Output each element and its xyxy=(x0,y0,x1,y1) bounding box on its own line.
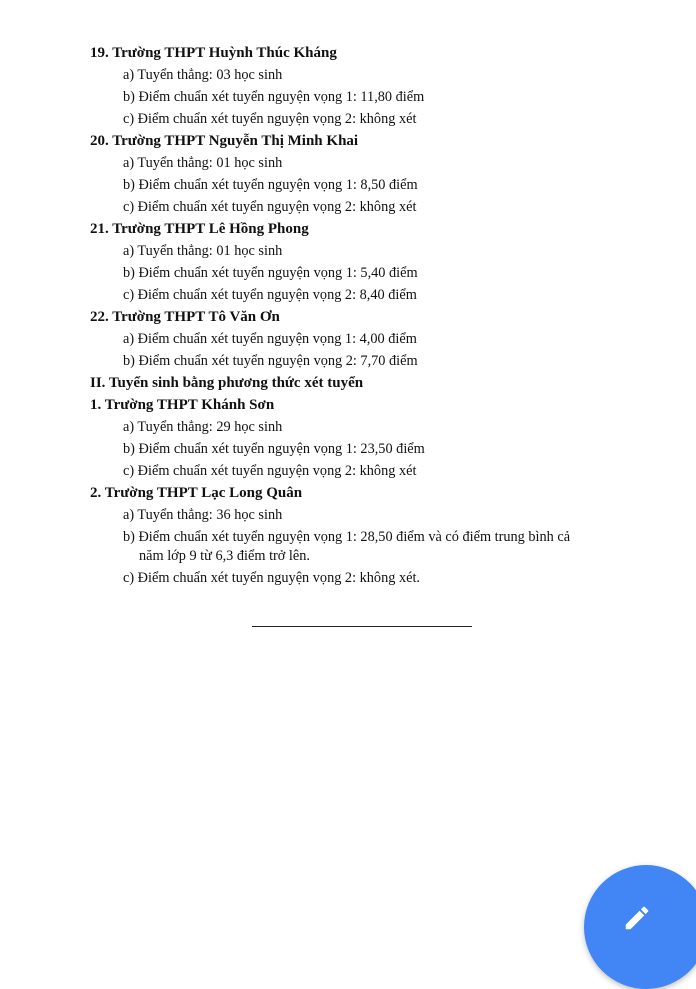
list-item-line: năm lớp 9 từ 6,3 điểm trở lên. xyxy=(139,548,310,564)
list-item-line: b) Điểm chuẩn xét tuyển nguyện vọng 1: 28,50 điểm và có điểm trung bình cả xyxy=(123,529,571,545)
list-item: c) Điểm chuẩn xét tuyển nguyện vọng 2: 8,40 điểm xyxy=(123,287,417,303)
school-heading: 19. Trường THPT Huỳnh Thúc Kháng xyxy=(90,45,337,61)
list-item: a) Tuyển thẳng: 01 học sinh xyxy=(123,155,283,171)
list-item: b) Điểm chuẩn xét tuyển nguyện vọng 2: 7,70 điểm xyxy=(123,353,418,369)
document-body xyxy=(0,42,696,589)
list-item: b) Điểm chuẩn xét tuyển nguyện vọng 1: 23,50 điểm xyxy=(123,441,425,457)
section-heading: II. Tuyển sinh bằng phương thức xét tuyển xyxy=(90,375,364,391)
school-heading: 22. Trường THPT Tô Văn Ơn xyxy=(90,309,280,325)
school-heading: 21. Trường THPT Lê Hồng Phong xyxy=(90,221,309,237)
school-heading: 2. Trường THPT Lạc Long Quân xyxy=(90,485,303,501)
pencil-icon xyxy=(622,903,652,933)
list-item: a) Tuyển thẳng: 03 học sinh xyxy=(123,67,283,83)
list-item: b) Điểm chuẩn xét tuyển nguyện vọng 1: 8,50 điểm xyxy=(123,177,418,193)
list-item: b) Điểm chuẩn xét tuyển nguyện vọng 1: 5,40 điểm xyxy=(123,265,418,281)
list-item: c) Điểm chuẩn xét tuyển nguyện vọng 2: không xét xyxy=(123,199,417,215)
list-item: c) Điểm chuẩn xét tuyển nguyện vọng 2: không xét xyxy=(123,111,417,127)
list-item xyxy=(123,526,623,567)
school-heading: 20. Trường THPT Nguyễn Thị Minh Khai xyxy=(90,133,359,149)
school-heading: 1. Trường THPT Khánh Sơn xyxy=(90,397,275,413)
list-item: a) Tuyển thẳng: 29 học sinh xyxy=(123,419,283,435)
edit-fab-button[interactable] xyxy=(584,865,696,989)
list-item: b) Điểm chuẩn xét tuyển nguyện vọng 1: 11,80 điểm xyxy=(123,89,425,105)
end-divider xyxy=(252,626,472,627)
list-item: c) Điểm chuẩn xét tuyển nguyện vọng 2: không xét. xyxy=(123,570,420,586)
list-item: c) Điểm chuẩn xét tuyển nguyện vọng 2: không xét xyxy=(123,463,417,479)
list-item: a) Tuyển thẳng: 01 học sinh xyxy=(123,243,283,259)
list-item: a) Điểm chuẩn xét tuyển nguyện vọng 1: 4,00 điểm xyxy=(123,331,417,347)
list-item: a) Tuyển thẳng: 36 học sinh xyxy=(123,507,283,523)
